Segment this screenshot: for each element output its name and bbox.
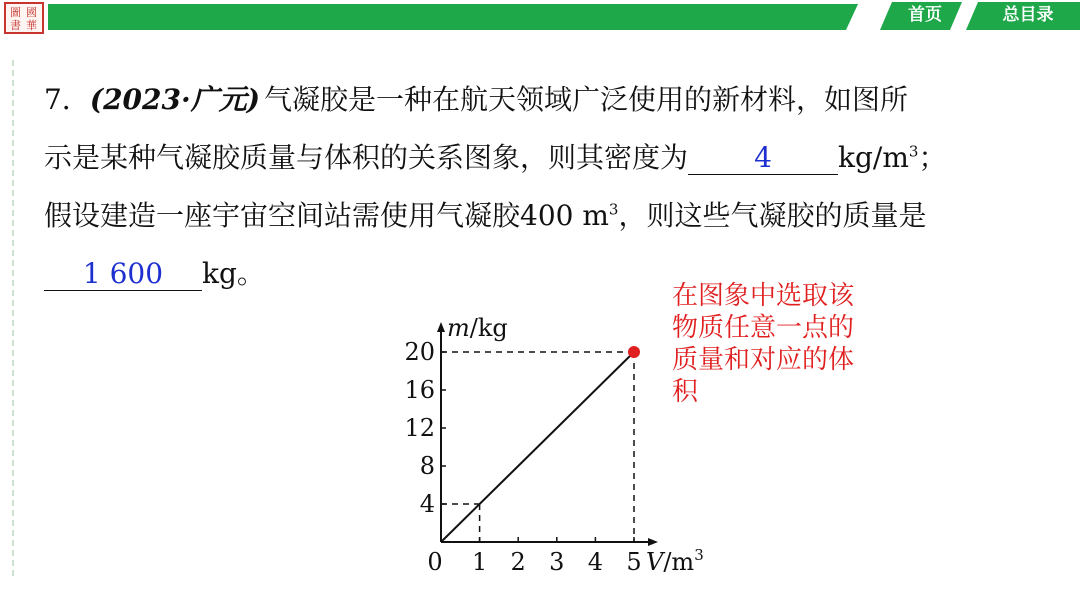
x-tick-label: 0 — [427, 548, 443, 576]
x-tick-label: 4 — [587, 548, 604, 576]
logo-char: 書 — [10, 19, 21, 32]
series-line — [441, 352, 634, 542]
top-bar-green-band — [48, 4, 858, 30]
question-line-1 — [44, 78, 908, 118]
x-tick-label: 3 — [549, 548, 565, 576]
y-tick-label: 16 — [404, 376, 435, 404]
question-text-3-end: ，则这些气凝胶的质量是 — [618, 199, 927, 232]
hint-annotation: 在图象中选取该物质任意一点的质量和对应的体积 — [672, 281, 855, 407]
x-tick-label: 1 — [471, 548, 488, 576]
x-axis-arrow — [648, 538, 658, 546]
y-tick-label: 20 — [404, 338, 435, 366]
question-line-2 — [44, 136, 946, 176]
highlight-point — [628, 346, 640, 358]
question-number: 7． — [44, 83, 90, 116]
density-unit-exponent: 3 — [908, 142, 919, 161]
publisher-logo — [4, 2, 44, 34]
x-tick-label: 2 — [510, 548, 526, 576]
home-button[interactable]: 首页 — [908, 5, 942, 25]
question-text-2: 示是某种气凝胶质量与体积的关系图象，则其密度为 — [44, 141, 689, 174]
volume-unit-exponent: 3 — [608, 200, 619, 219]
answer-blank-mass: 1 600 — [44, 257, 202, 291]
x-tick-label: 5 — [626, 548, 642, 576]
mass-volume-chart — [395, 300, 735, 585]
y-tick-label: 8 — [419, 452, 435, 480]
question-line-3 — [44, 194, 926, 234]
chart-layer — [404, 314, 703, 576]
line2-end: ； — [918, 141, 947, 174]
question-line-4 — [44, 252, 265, 292]
logo-char: 華 — [26, 19, 37, 32]
logo-char: 圖 — [10, 6, 21, 19]
toc-button[interactable]: 总目录 — [1002, 5, 1054, 25]
answer-blank-density: 4 — [688, 141, 838, 175]
question-text-3: 假设建造一座宇宙空间站需使用气凝胶400 m — [44, 199, 609, 232]
y-axis-arrow — [437, 322, 445, 332]
question-source: (2023·广元) — [89, 83, 261, 116]
left-dashed-rule — [12, 60, 14, 580]
density-unit: kg/m — [838, 141, 909, 174]
logo-char: 國 — [26, 6, 37, 19]
y-tick-label: 12 — [404, 414, 435, 442]
question-text-1: 气凝胶是一种在航天领域广泛使用的新材料，如图所 — [264, 83, 909, 116]
top-bar — [0, 0, 1080, 36]
y-axis-label: m/kg — [447, 314, 508, 342]
x-axis-label: $V/m^3$ — [646, 546, 704, 576]
mass-unit: kg。 — [202, 257, 265, 290]
y-tick-label: 4 — [419, 490, 435, 518]
